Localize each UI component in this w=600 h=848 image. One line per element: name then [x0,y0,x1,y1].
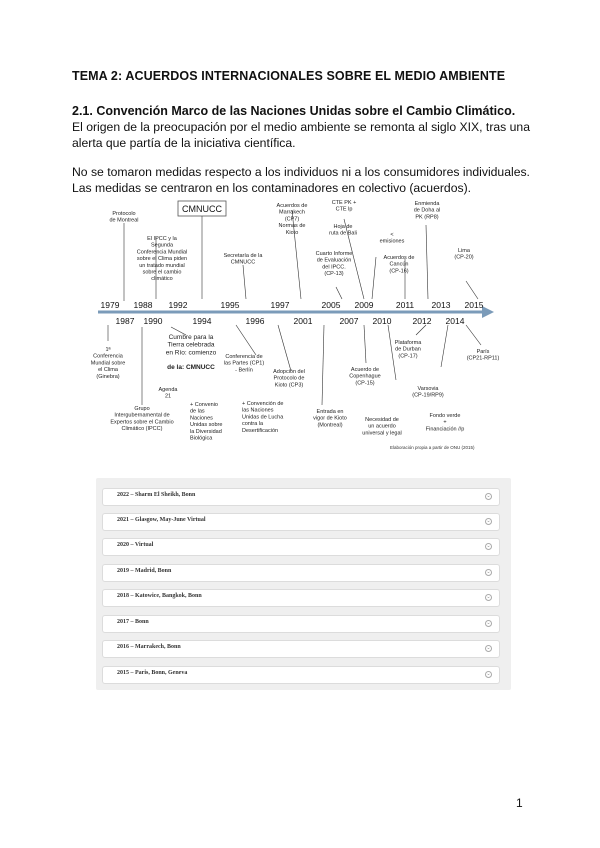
accordion-label: 2020 – Virtual [117,542,154,548]
year-tick-label: 2011 [395,300,415,310]
year-tick-label: 2009 [354,300,374,310]
event-label-green-fund: Financiación //p [425,426,465,433]
year-tick-label: 1988 [133,300,153,310]
event-label-emissions: emisiones [379,238,405,245]
event-label-doha-amendment: Enmienda [414,201,440,207]
event-label-rio-summit-last: de la: CMNUCC [167,364,215,371]
event-label-bali-roadmap: Hoja de [333,224,353,230]
accordion-item-2016[interactable] [102,640,500,658]
event-label-durban-platform: (CP-17) [398,353,418,360]
event-label-ipcc-fourth-report: de Evaluación [316,257,352,264]
event-label-ipcc-second-conference: sobre el Clima piden [136,256,188,263]
year-tick-label: 1987 [115,316,135,326]
event-label-durban-platform: Plataforma [394,340,422,346]
event-label-cp1-berlin: Conferencia de [225,354,263,360]
event-label-agenda-21: Agenda [158,387,178,393]
event-label-marrakech-accords: Kioto [285,229,299,236]
document-title: TEMA 2: ACUERDOS INTERNACIONALES SOBRE EL MEDIO AMBIENTE [72,69,506,83]
accordion-item-2015[interactable] [102,666,500,684]
event-label-biodiversity-convention: Unidas sobre [190,422,223,429]
year-tick-label: 2007 [339,316,359,326]
circle-chevron-icon: ⌄ [486,671,491,677]
event-label-universal-agreement: un acuerdo [368,423,396,430]
event-label-doha-amendment: de Doha al [413,207,441,214]
accordion-label: 2016 – Marrakech, Bonn [117,644,181,650]
event-label-ipcc-group: Expertos sobre el Cambio [110,419,174,426]
circle-chevron-icon: ⌄ [486,620,491,626]
accordion-label: 2015 – Paris, Bonn, Geneva [117,670,188,676]
event-label-copenhagen: Acuerdo de [350,367,380,373]
year-tick-label: 2015 [464,300,484,310]
connector-line [243,265,246,299]
section-heading: 2.1. Convención Marco de las Naciones Unidas sobre el Cambio Climático. [72,104,516,118]
accordion-label: 2022 – Sharm El Sheikh, Bonn [117,492,196,498]
event-label-paris-cp21: (CP21-RP11) [466,355,500,362]
paragraph-measures: No se tomaron medidas respecto a los individuos ni a los consumidores individuales. Las medidas se centraron en los contaminadores en colectivo (acuerdos). [72,165,530,195]
event-label-first-climate-conference: Mundial sobre [90,360,126,367]
event-label-durban-platform: de Durban [395,346,421,353]
event-label-biodiversity-convention: Biológica [190,435,213,442]
event-label-ipcc-second-conference: climático [151,276,173,283]
event-label-lima-cp20: (CP-20) [454,254,474,261]
circle-chevron-icon: ⌄ [486,543,491,549]
event-label-universal-agreement: universal y legal [362,430,402,437]
accordion-label: 2019 – Madrid, Bonn [117,568,172,574]
event-label-biodiversity-convention: Naciones [190,415,213,422]
event-label-first-climate-conference: 1ª [105,347,111,353]
accordion-label: 2018 – Katowice, Bangkok, Bonn [117,593,202,599]
event-label-ipcc-group: Intergubernamental de [114,412,170,419]
event-label-doha-amendment: PK (RP8) [415,214,439,221]
climate-timeline-figure [90,195,506,457]
event-label-cancun-accords: (CP-16) [389,268,409,275]
connector-line [441,325,448,367]
event-label-marrakech-accords: (CP7) [284,216,300,223]
connector-line [322,325,324,405]
connector-line [364,325,366,363]
event-label-agenda-21: 21 [164,393,172,400]
event-label-biodiversity-convention: de las [190,408,205,415]
event-label-kyoto-adoption: Kioto (CP3) [274,382,304,389]
event-label-ipcc-second-conference: Segunda [150,242,174,249]
timeline-arrowhead [482,306,494,318]
year-tick-label: 1990 [143,316,163,326]
page-number: 1 [516,796,523,810]
event-label-paris-cp21: París [476,349,490,355]
timeline-svg [90,195,506,457]
year-tick-label: 2005 [321,300,341,310]
event-label-ipcc-fourth-report: (CP-13) [324,271,344,278]
event-label-kyoto-entry: vigor de Kioto [313,415,347,422]
accordion-item-2017[interactable] [102,615,500,633]
event-label-bali-roadmap: ruta de Bali [329,230,357,237]
connector-line [372,257,376,299]
accordion-item-2019[interactable] [102,564,500,582]
accordion-item-2021[interactable] [102,513,500,531]
event-label-first-climate-conference: el Clima [98,367,118,374]
year-tick-label: 1979 [100,300,120,310]
event-label-desertification-convention: Unidas de Lucha [242,414,284,421]
event-label-ipcc-fourth-report: Cuarto Informe [315,251,353,257]
connector-line [466,325,481,345]
figure-source: Elaboración propia a partir de ONU (2015) [390,445,475,450]
event-label-cte-pk: CTE lp [335,206,353,213]
event-label-green-fund: + [443,419,447,426]
paragraph-origin: El origen de la preocupación por el medio ambiente se remonta al siglo XIX, tras una alerta que partía de la iniciativa científica. [72,120,530,150]
event-label-lima-cp20: Lima [458,248,470,254]
event-label-rio-summit: en Río: comienzo [165,349,217,357]
event-label-rio-summit: Cumbre para la [168,334,214,341]
accordion-item-2020[interactable] [102,538,500,556]
year-tick-label: 2010 [372,316,392,326]
event-label-cmnucc-secretariat: Secretaría de la [223,253,263,259]
cop-accordion [96,478,511,690]
event-label-cte-pk: CTE PK + [331,200,357,206]
event-label-ipcc-fourth-report: del IPCC. [322,264,346,271]
event-label-ipcc-second-conference: un tratado mundial [139,262,185,269]
event-label-warsaw: (CP-19/RP9) [412,392,444,399]
connector-line [466,281,478,299]
years-top-group [101,300,484,310]
event-label-kyoto-adoption: Protocolo de [273,375,305,382]
event-label-cancun-accords: Cancún [389,261,409,268]
accordion-label: 2021 – Glasgow, May-June Virtual [117,517,206,523]
event-label-rio-summit: Tierra celebrada [167,341,215,349]
event-label-universal-agreement: Necesidad de [365,417,399,423]
circle-chevron-icon: ⌄ [486,518,491,524]
event-label-ipcc-second-conference: El IPCC y la [147,236,177,242]
connector-line [426,225,428,299]
year-tick-label: 1995 [220,300,240,310]
event-label-ipcc-second-conference: sobre el cambio [142,269,182,276]
years-bottom-group [116,316,465,326]
event-label-warsaw: Varsovia [417,386,439,392]
event-label-desertification-convention: contra la [242,421,264,428]
year-tick-label: 1992 [168,300,188,310]
event-label-montreal-protocol: de Montreal [109,217,139,224]
event-label-marrakech-accords: Normas de [278,223,306,230]
event-label-desertification-convention: + Convención de [242,401,284,407]
cmnucc-box-label: CMNUCC [182,204,222,214]
event-label-green-fund: Fondo verde [429,413,461,419]
event-label-marrakech-accords: Acuerdos de [276,203,308,209]
accordion-item-2022[interactable] [102,488,500,506]
event-label-kyoto-entry: (Montreal) [317,422,343,429]
event-label-montreal-protocol: Protocolo [112,211,136,217]
circle-chevron-icon: ⌄ [486,569,491,575]
year-tick-label: 2012 [412,316,432,326]
event-label-cp1-berlin: - Berlín [235,367,253,374]
event-label-copenhagen: (CP-15) [355,380,375,387]
accordion-item-2018[interactable] [102,589,500,607]
year-tick-label: 2001 [293,316,313,326]
event-label-first-climate-conference: (Ginebra) [96,373,120,380]
event-label-cancun-accords: Acuerdos de [383,255,415,261]
event-label-ipcc-group: Climático (IPCC) [121,426,163,433]
event-label-desertification-convention: Desertificación [242,427,279,434]
event-label-cmnucc-secretariat: CMNUCC [230,259,256,266]
event-label-biodiversity-convention: + Convenio [190,402,218,408]
event-label-desertification-convention: las Naciones [242,407,274,414]
connector-line [236,325,256,355]
event-label-emissions: < [390,232,394,238]
year-tick-label: 2014 [445,316,465,326]
event-label-kyoto-adoption: Adopción del [273,369,305,375]
circle-chevron-icon: ⌄ [486,493,491,499]
event-label-cp1-berlin: las Partes (CP1) [223,360,265,367]
connector-line [336,287,342,299]
event-label-ipcc-second-conference: Conferencia Mundial [136,249,188,256]
event-label-ipcc-group: Grupo [134,406,150,412]
year-tick-label: 1996 [245,316,265,326]
year-tick-label: 1997 [270,300,290,310]
event-label-first-climate-conference: Conferencia [93,353,123,360]
circle-chevron-icon: ⌄ [486,594,491,600]
event-label-biodiversity-convention: la Diversidad [190,428,222,435]
event-label-marrakech-accords: Marrakech [279,209,305,216]
connector-line [416,325,426,335]
year-tick-label: 2013 [431,300,451,310]
connector-line [278,325,291,371]
event-label-copenhagen: Copenhague [349,373,381,380]
year-tick-label: 1994 [192,316,212,326]
event-label-kyoto-entry: Entrada en [316,409,344,415]
accordion-label: 2017 – Bonn [117,619,149,625]
circle-chevron-icon: ⌄ [486,645,491,651]
